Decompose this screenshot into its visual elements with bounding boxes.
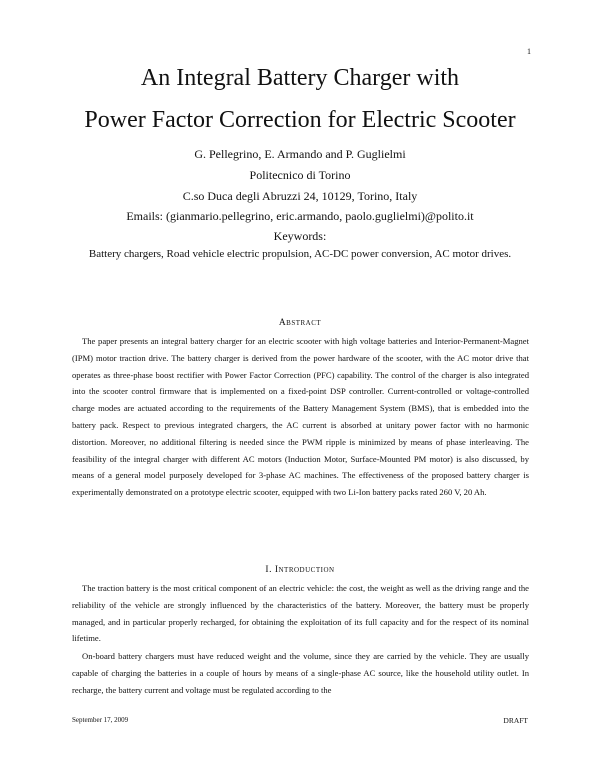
page-number: 1	[527, 47, 531, 56]
paper-title-line-1: An Integral Battery Charger with	[140, 65, 460, 91]
intro-paragraph-1: The traction battery is the most critical component of an electric vehicle: the cost, the weight as well as the driving range and the reliability of the vehicle are strongly influenced by the characteristics of the battery. Moreover, the battery must be properly managed, and in particular properly recharged, for obtaining the exploitation of its full capacity and for the respect of its nominal lifetime.	[72, 583, 529, 644]
section-heading-introduction: I. Introduction	[265, 565, 335, 575]
paper-title-line-2: Power Factor Correction for Electric Scooter	[84, 107, 516, 133]
authors: G. Pellegrino, E. Armando and P. Guglielmi	[194, 147, 406, 161]
emails: Emails: (gianmario.pellegrino, eric.armando, paolo.guglielmi)@polito.it	[126, 209, 474, 223]
intro-paragraph-2: On-board battery chargers must have reduced weight and the volume, since they are carried by the vehicle. They are usually capable of charging the batteries in a couple of hours by means of a single-phase AC source, like the household utility outlet. In recharge, the battery current and voltage must be regulated according to the	[72, 651, 529, 695]
keywords: Battery chargers, Road vehicle electric propulsion, AC-DC power conversion, AC motor drives.	[88, 248, 512, 260]
keywords-label: Keywords:	[273, 229, 327, 243]
footer-draft: DRAFT	[503, 716, 528, 725]
address: C.so Duca degli Abruzzi 24, 10129, Torino, Italy	[182, 189, 418, 203]
affiliation: Politecnico di Torino	[249, 168, 351, 182]
abstract-heading: Abstract	[278, 318, 322, 328]
abstract-text: The paper presents an integral battery charger for an electric scooter with high voltage batteries and Interior-Permanent-Magnet (IPM) motor traction drive. The battery charger is derived from the power hardware of the scooter, with the AC motor drive that operates as three-phase boost rectifier with Power Factor Correction (PFC) capability. The control of the charger is also integrated into the scooter control firmware that is implemented on a fixed-point DSP controller. Current-controlled or voltage-controlled charge modes are actuated according to the requirements of the Battery Management System (BMS), that is embedded into the battery pack. Respect to previous integrated chargers, the AC current is absorbed at unitary power factor with no harmonic distortion. Moreover, no additional filtering is needed since the PWM ripple is minimized by means of phase interleaving. The feasibility of the integral charger with different AC motors (Induction Motor, Surface-Mounted PM motor) is also discussed, by means of a general model purposely developed for 3-phase AC machines. The effectiveness of the proposed battery charger is experimentally demonstrated on a prototype electric scooter, equipped with two Li-Ion battery packs rated 260 V, 20 Ah.	[72, 336, 529, 498]
footer-date: September 17, 2009	[72, 716, 129, 724]
